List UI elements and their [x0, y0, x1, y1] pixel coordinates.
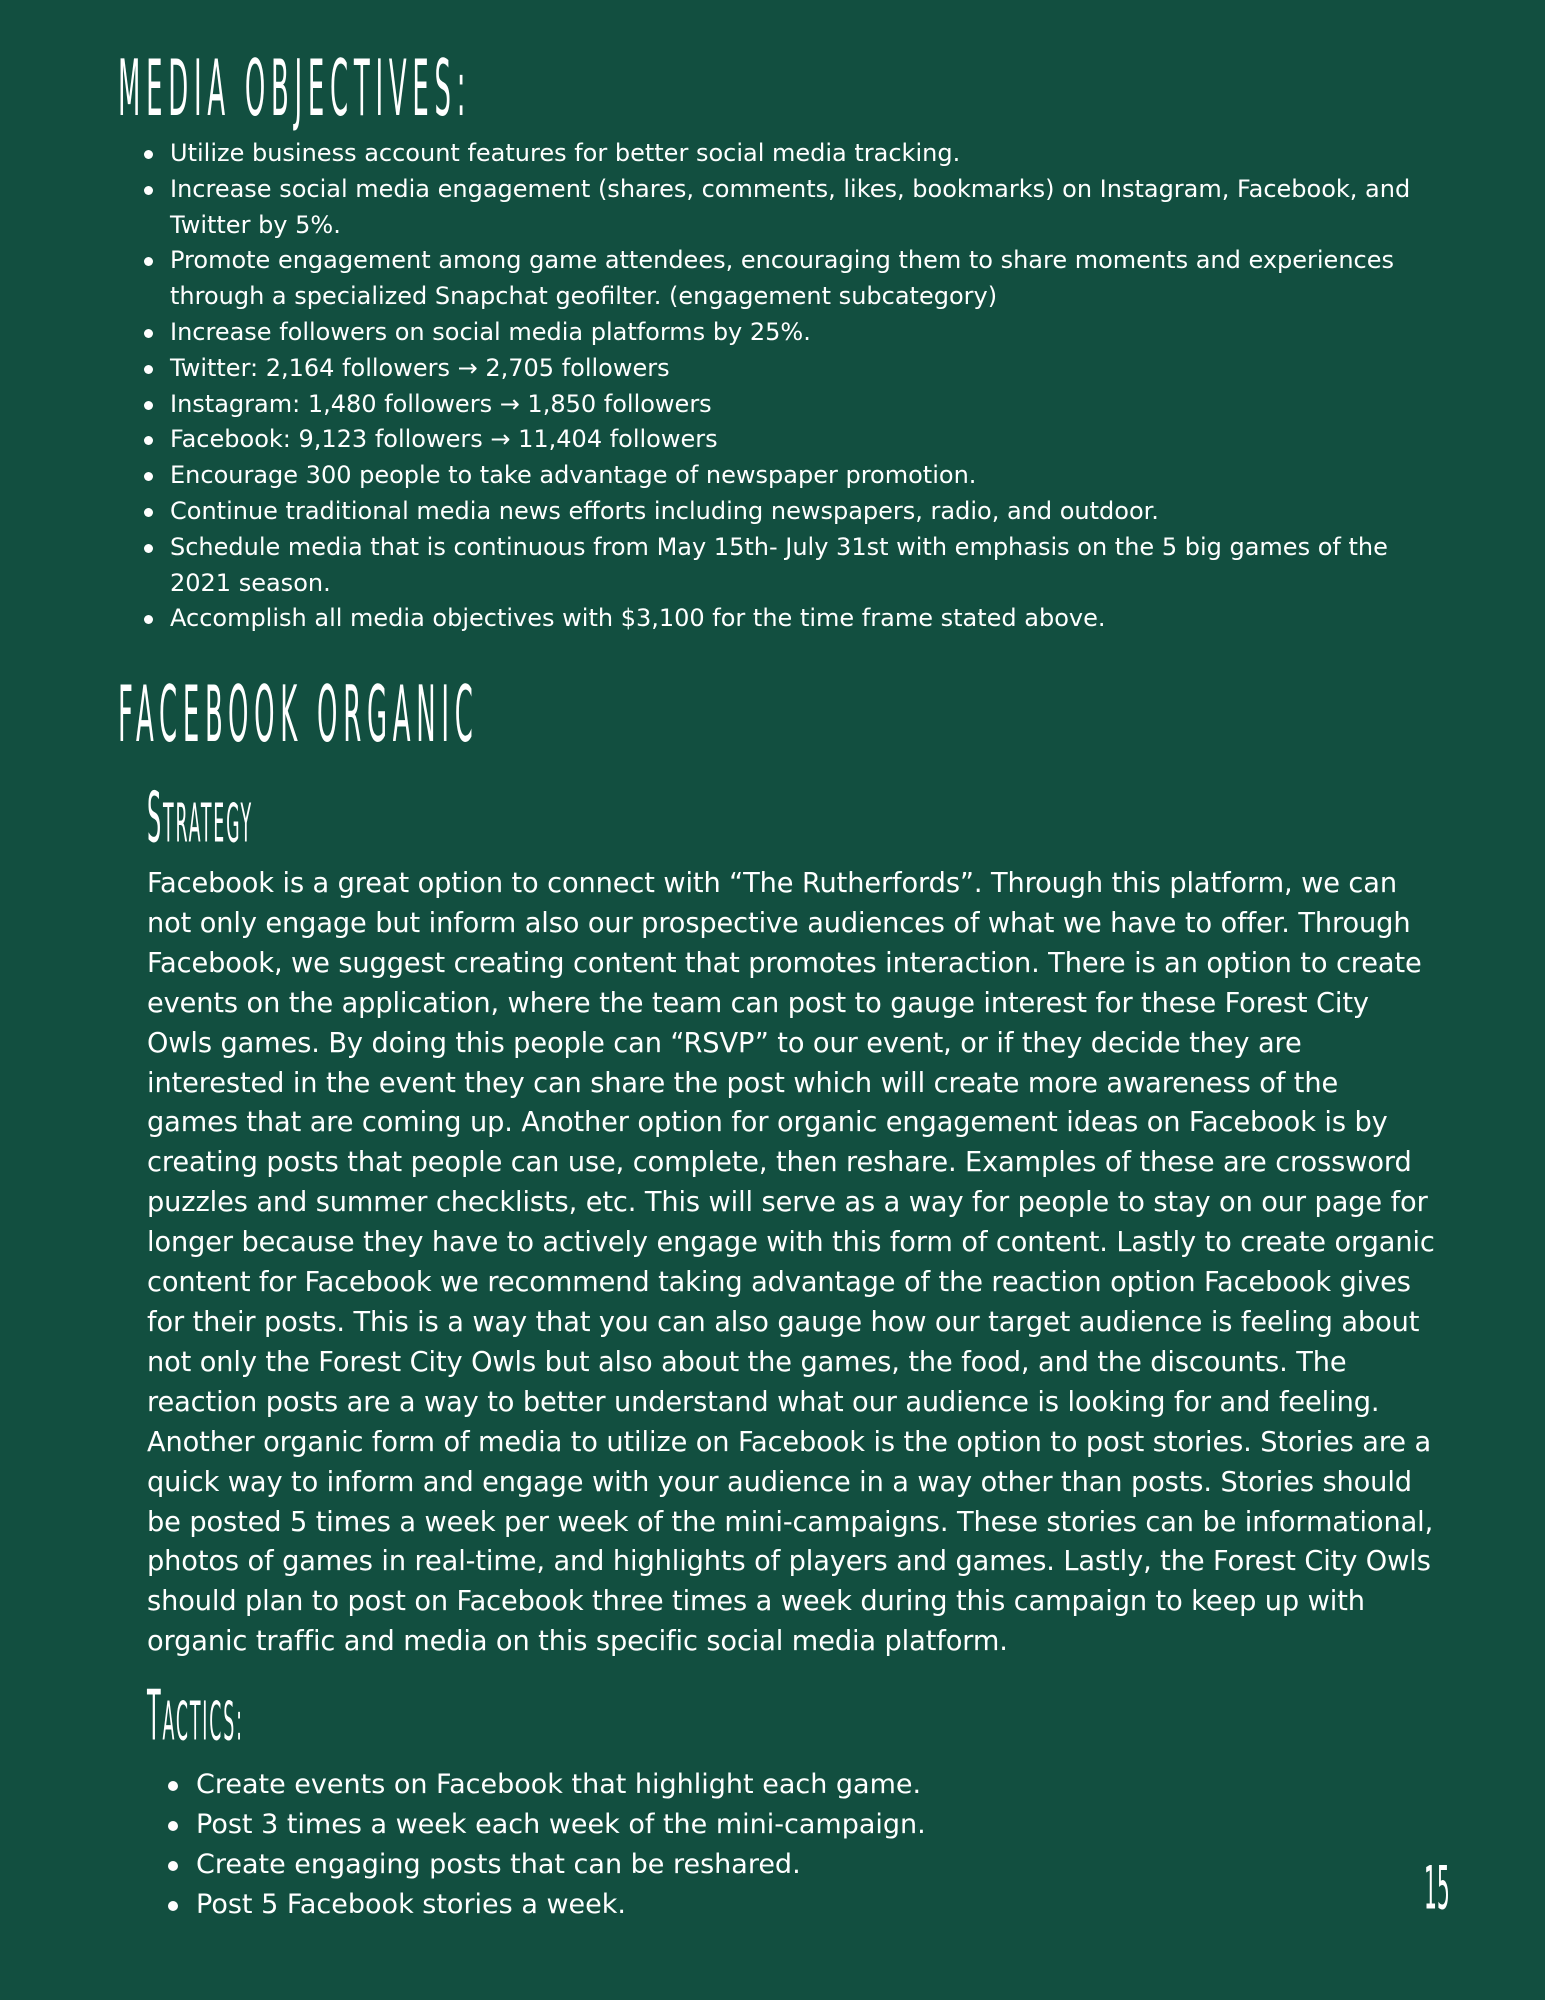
list-item: Increase followers on social media platforms by 25%.	[170, 315, 1430, 351]
list-item: Accomplish all media objectives with $3,100 for the time frame stated above.	[170, 601, 1430, 637]
tactics-heading	[147, 1675, 244, 1757]
list-item: Utilize business account features for better social media tracking.	[170, 136, 1430, 172]
strategy-paragraph: Facebook is a great option to connect with “The Rutherfords”. Through this platform, we can not only engage but inform also our prospective audiences of what we have to offer. Through Facebook, we suggest creating content that promotes interaction. There is an option to create events on the application, where the team can post to gauge interest for these Forest City Owls games. By doing this people can “RSVP” to our event, or if they decide they are interested in the event they can share the post which will create more awareness of the games that are coming up. Another option for organic engagement ideas on Facebook is by creating posts that people can use, complete, then reshare. Examples of these are crossword puzzles and summer checklists, etc. This will serve as a way for people to stay on our page for longer because they have to actively engage with this form of content. Lastly to create organic content for Facebook we recommend taking advantage of the reaction option Facebook gives for their posts. This is a way that you can also gauge how our target audience is feeling about not only the Forest City Owls but also about the games, the food, and the discounts. The reaction posts are a way to better understand what our audience is looking for and feeling. Another organic form of media to utilize on Facebook is the option to post stories. Stories are a quick way to inform and engage with your audience in a way other than posts. Stories should be posted 5 times a week per week of the mini-campaigns. These stories can be informational, photos of games in real-time, and highlights of players and games. Lastly, the Forest City Owls should plan to post on Facebook three times a week during this campaign to keep up with organic traffic and media on this specific social media platform.	[147, 868, 1435, 1658]
list-item: Promote engagement among game attendees, encouraging them to share moments and experiences through a specialized Snapchat geofilter. (engagement subcategory)	[170, 243, 1430, 315]
list-item: Instagram: 1,480 followers → 1,850 followers	[170, 387, 1430, 423]
list-item: Schedule media that is continuous from May 15th- July 31st with emphasis on the 5 big games of the 2021 season.	[170, 530, 1430, 602]
strategy-heading-cap: S	[147, 777, 164, 859]
list-item: Encourage 300 people to take advantage of newspaper promotion.	[170, 458, 1430, 494]
strategy-heading-rest: TRATEGY	[163, 791, 253, 855]
tactics-heading-rest: ACTICS:	[162, 1689, 244, 1753]
tactics-list	[196, 1765, 1096, 1925]
media-objectives-list	[170, 136, 1430, 637]
tactics-heading-cap: T	[147, 1675, 163, 1757]
list-item: Create events on Facebook that highlight each game.	[196, 1765, 1096, 1805]
list-item: Post 3 times a week each week of the mini-campaign.	[196, 1805, 1096, 1845]
list-item: Increase social media engagement (shares, comments, likes, bookmarks) on Instagram, Facebook, and Twitter by 5%.	[170, 172, 1430, 244]
media-objectives-heading: MEDIA OBJECTIVES:	[118, 43, 472, 135]
list-item: Twitter: 2,164 followers → 2,705 followers	[170, 351, 1430, 387]
list-item: Create engaging posts that can be reshared.	[196, 1845, 1096, 1885]
list-item: Continue traditional media news efforts including newspapers, radio, and outdoor.	[170, 494, 1430, 530]
page-number: 15	[1424, 1853, 1450, 1923]
list-item: Post 5 Facebook stories a week.	[196, 1885, 1096, 1925]
facebook-organic-heading: FACEBOOK ORGANIC	[118, 669, 479, 761]
list-item: Facebook: 9,123 followers → 11,404 followers	[170, 422, 1430, 458]
strategy-heading	[147, 777, 253, 859]
